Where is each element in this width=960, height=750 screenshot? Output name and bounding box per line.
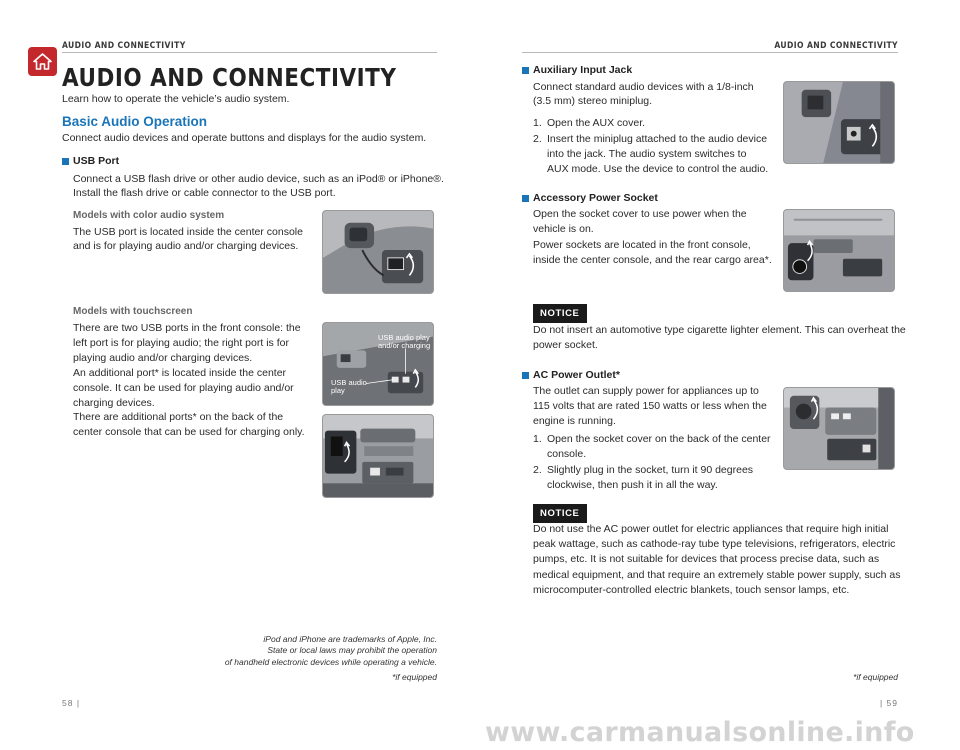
step-number: 2. <box>533 464 542 476</box>
text-line: Do not use the AC power outlet for electric appliances that require high initial <box>533 523 889 535</box>
step-text: AUX mode. Use the device to control the audio. <box>547 163 769 176</box>
basic-intro-text: Connect audio devices and operate buttons and displays for the audio system. <box>62 132 427 144</box>
step-text-block <box>547 432 771 462</box>
usb-heading-text: USB Port <box>73 155 120 167</box>
ac-outlet-photo <box>783 387 895 470</box>
step-text: into the jack. The audio system switches to <box>547 148 747 161</box>
touchscreen-subhead: Models with touchscreen <box>73 306 193 317</box>
touchscreen-para-3 <box>73 410 305 440</box>
step-text: clockwise, then push it in all the way. <box>547 479 718 492</box>
power-socket-photo <box>783 209 895 292</box>
page-title: AUDIO AND CONNECTIVITY <box>62 63 397 92</box>
text-line: medical equipment, and that require an extremely stable power supply, such as <box>533 568 901 581</box>
text-line: Power sockets are located in the front console, <box>533 239 751 251</box>
ac-outlet-heading-text: AC Power Outlet* <box>533 369 620 381</box>
aux-line-2: (3.5 mm) stereo miniplug. <box>533 95 653 107</box>
accessory-heading <box>522 191 658 206</box>
text-line: An additional port* is located inside the center <box>73 367 287 379</box>
header-rule-left <box>62 52 437 53</box>
text-line: console. It can be used for playing audio and/or <box>73 382 294 395</box>
notice-badge-2: NOTICE <box>533 504 587 523</box>
aux-step-2 <box>533 132 768 178</box>
text-line: There are two USB ports in the front console: the <box>73 322 301 334</box>
bullet-square-icon <box>522 67 529 74</box>
notice-text-1 <box>533 323 906 353</box>
usb-charge-label-line1: USB audio play <box>378 333 430 342</box>
aux-jack-photo <box>783 81 895 164</box>
footnote-line: State or local laws may prohibit the operation <box>267 645 437 656</box>
text-line: pumps, etc. It is not suitable for devices that process precise data, such as <box>533 553 880 566</box>
aux-line-1: Connect standard audio devices with a 1/8-inch <box>533 81 754 93</box>
running-header-right: AUDIO AND CONNECTIVITY <box>774 41 898 51</box>
touchscreen-para-2 <box>73 366 294 412</box>
color-audio-line-1: The USB port is located inside the center console <box>73 226 303 238</box>
running-header-left: AUDIO AND CONNECTIVITY <box>62 41 186 51</box>
usb-charge-label <box>378 334 430 351</box>
bullet-square-icon <box>522 195 529 202</box>
bullet-square-icon <box>62 158 69 165</box>
text-line: center console that can be used for charging only. <box>73 426 305 439</box>
ac-outlet-heading <box>522 368 620 383</box>
text-line: microcomputer-controlled electric blankets, touch sensor lamps, etc. <box>533 583 850 596</box>
usb-play-label-line1: USB audio <box>331 378 367 387</box>
section-title-basic: Basic Audio Operation <box>62 114 208 129</box>
color-audio-line-2: and is for playing audio and/or charging devices. <box>73 240 299 252</box>
page-number-right: | 59 <box>879 698 898 708</box>
text-line: There are additional ports* on the back of the <box>73 411 284 423</box>
ac-step-2 <box>533 463 753 493</box>
text-line: vehicle is on. <box>533 223 594 236</box>
step-text: Open the AUX cover. <box>547 117 646 129</box>
usb-heading <box>62 154 119 169</box>
watermark: www.carmanualsonline.info <box>485 717 915 748</box>
text-line: 115 volts that are rated 150 watts or less when the <box>533 400 767 413</box>
footnote-line: iPod and iPhone are trademarks of Apple, Inc. <box>263 634 437 644</box>
color-audio-subhead: Models with color audio system <box>73 210 225 221</box>
notice-text-2 <box>533 522 901 598</box>
ac-step-1 <box>533 432 771 462</box>
header-rule-right <box>522 52 898 53</box>
ac-outlet-para <box>533 384 767 430</box>
step-number: 1. <box>533 433 542 445</box>
step-text-block <box>547 463 753 493</box>
text-line: Open the socket cover to use power when the <box>533 208 747 220</box>
usb-play-label-line2: play <box>331 386 345 396</box>
home-button[interactable] <box>28 47 57 76</box>
text-line: Do not insert an automotive type cigarette lighter element. This can overheat the <box>533 324 906 336</box>
intro-text: Learn how to operate the vehicle’s audio system. <box>62 93 290 105</box>
trademark-footnote <box>137 634 437 668</box>
step-text-block <box>547 132 768 178</box>
aux-step-1 <box>533 116 645 131</box>
step-text: Insert the miniplug attached to the audio device <box>547 133 768 145</box>
text-line: inside the center console, and the rear cargo area*. <box>533 254 772 267</box>
rear-console-photo <box>322 414 434 498</box>
usb-line-1: Connect a USB flash drive or other audio device, such as an iPod® or iPhone®. <box>73 173 444 185</box>
footnote-line: of handheld electronic devices while operating a vehicle. <box>224 656 437 667</box>
accessory-para-2 <box>533 238 772 268</box>
step-text: Slightly plug in the socket, turn it 90 degrees <box>547 464 754 476</box>
text-line: charging devices. <box>73 397 155 410</box>
text-line: power socket. <box>533 339 598 352</box>
usb-play-label <box>331 379 367 396</box>
page-number-left: 58 | <box>62 698 81 708</box>
text-line: The outlet can supply power for appliances up to <box>533 385 759 397</box>
notice-badge-1: NOTICE <box>533 304 587 323</box>
text-line: playing audio and/or charging devices. <box>73 352 253 365</box>
aux-heading-text: Auxiliary Input Jack <box>533 64 633 76</box>
text-line: left port is for playing audio; the right port is for <box>73 337 289 350</box>
aux-heading <box>522 63 632 78</box>
home-icon <box>33 53 52 70</box>
touchscreen-para-1 <box>73 321 301 367</box>
step-text: console. <box>547 448 587 461</box>
accessory-heading-text: Accessory Power Socket <box>533 192 658 204</box>
text-line: engine is running. <box>533 415 616 428</box>
usb-line-2: Install the flash drive or cable connector to the USB port. <box>73 187 336 199</box>
if-equipped-note-left: *if equipped <box>392 672 437 682</box>
step-number: 1. <box>533 117 542 129</box>
usb-console-photo <box>322 210 434 294</box>
step-text: Open the socket cover on the back of the center <box>547 433 771 445</box>
accessory-para-1 <box>533 207 747 237</box>
text-line: peak wattage, such as cathode-ray tube type televisions, refrigerators, electric <box>533 538 896 551</box>
step-number: 2. <box>533 133 542 145</box>
if-equipped-note-right: *if equipped <box>853 672 898 682</box>
bullet-square-icon <box>522 372 529 379</box>
usb-charge-label-line2: and/or charging <box>378 341 431 351</box>
